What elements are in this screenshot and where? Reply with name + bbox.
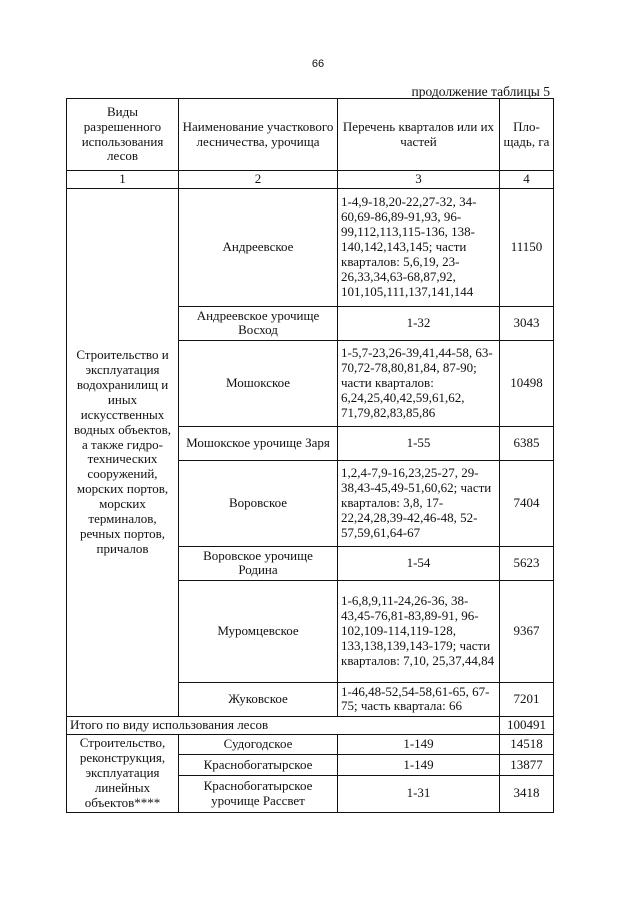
total-label: Итого по виду использования лесов	[67, 716, 500, 734]
total-row	[67, 716, 554, 734]
area-value: 5623	[500, 546, 554, 580]
header-quarters: Перечень кварталов или их частей	[338, 99, 500, 171]
area-value: 11150	[500, 188, 554, 306]
area-value: 9367	[500, 580, 554, 682]
area-value: 13877	[500, 755, 554, 775]
header-area: Пло-щадь, га	[500, 99, 554, 171]
area-value: 14518	[500, 734, 554, 754]
area-value: 6385	[500, 426, 554, 460]
quarters-list: 1-55	[338, 426, 500, 460]
area-value: 3043	[500, 306, 554, 340]
quarters-list: 1-149	[338, 734, 500, 754]
header-district: Наименование участкового лесничества, урочища	[179, 99, 338, 171]
district-name: Судогодское	[179, 734, 338, 754]
quarters-list: 1-149	[338, 755, 500, 775]
column-number: 4	[500, 171, 554, 189]
district-name: Воровское урочище Родина	[179, 546, 338, 580]
area-value: 10498	[500, 340, 554, 426]
district-name: Мошокское	[179, 340, 338, 426]
table-continuation-label: продолжение таблицы 5	[411, 84, 550, 99]
district-name: Жуковское	[179, 682, 338, 716]
total-area: 100491	[500, 716, 554, 734]
use-type-cell: Строительство, реконструкция, эксплуатация линейных объектов****	[67, 734, 179, 812]
column-number-row	[67, 171, 554, 189]
quarters-list: 1-6,8,9,11-24,26-36, 38-43,45-76,81-83,89-91, 96-102,109-114,119-128, 133,138,139,143-179; части кварталов: 7,10, 25,37,44,84	[338, 580, 500, 682]
district-name: Андреевское	[179, 188, 338, 306]
area-value: 7404	[500, 460, 554, 546]
column-number: 3	[338, 171, 500, 189]
header-row	[67, 99, 554, 171]
district-name: Мошокское урочище Заря	[179, 426, 338, 460]
district-name: Андреевское урочище Восход	[179, 306, 338, 340]
quarters-list: 1-54	[338, 546, 500, 580]
use-type-cell: Строительство и эксплуатация водохранилищ и иных искусственных водных объектов, а также гидро-технических сооружений, морских портов, морских терминалов, речных портов, причалов	[67, 188, 179, 716]
district-name: Воровское	[179, 460, 338, 546]
column-number: 2	[179, 171, 338, 189]
table-row	[67, 734, 554, 754]
district-name: Краснобогатырское урочище Рассвет	[179, 775, 338, 812]
header-use-type: Виды разрешенного использования лесов	[67, 99, 179, 171]
table-row	[67, 188, 554, 306]
column-number: 1	[67, 171, 179, 189]
quarters-list: 1-32	[338, 306, 500, 340]
district-name: Краснобогатырское	[179, 755, 338, 775]
quarters-list: 1-4,9-18,20-22,27-32, 34-60,69-86,89-91,93, 96-99,112,113,115-136, 138-140,142,143,145; части кварталов: 5,6,19, 23-26,33,34,63-68,87,92, 101,105,111,137,141,144	[338, 188, 500, 306]
page-number: 66	[311, 58, 325, 70]
quarters-list: 1-46,48-52,54-58,61-65, 67-75; часть квартала: 66	[338, 682, 500, 716]
quarters-list: 1-31	[338, 775, 500, 812]
quarters-list: 1-5,7-23,26-39,41,44-58, 63-70,72-78,80,81,84, 87-90; части кварталов: 6,24,25,40,42,59,61,62, 71,79,82,83,85,86	[338, 340, 500, 426]
district-name: Муромцевское	[179, 580, 338, 682]
forest-use-table	[66, 98, 554, 813]
quarters-list: 1,2,4-7,9-16,23,25-27, 29-38,43-45,49-51,60,62; части кварталов: 3,8, 17-22,24,28,39-42,46-48, 52-57,59,61,64-67	[338, 460, 500, 546]
area-value: 3418	[500, 775, 554, 812]
area-value: 7201	[500, 682, 554, 716]
